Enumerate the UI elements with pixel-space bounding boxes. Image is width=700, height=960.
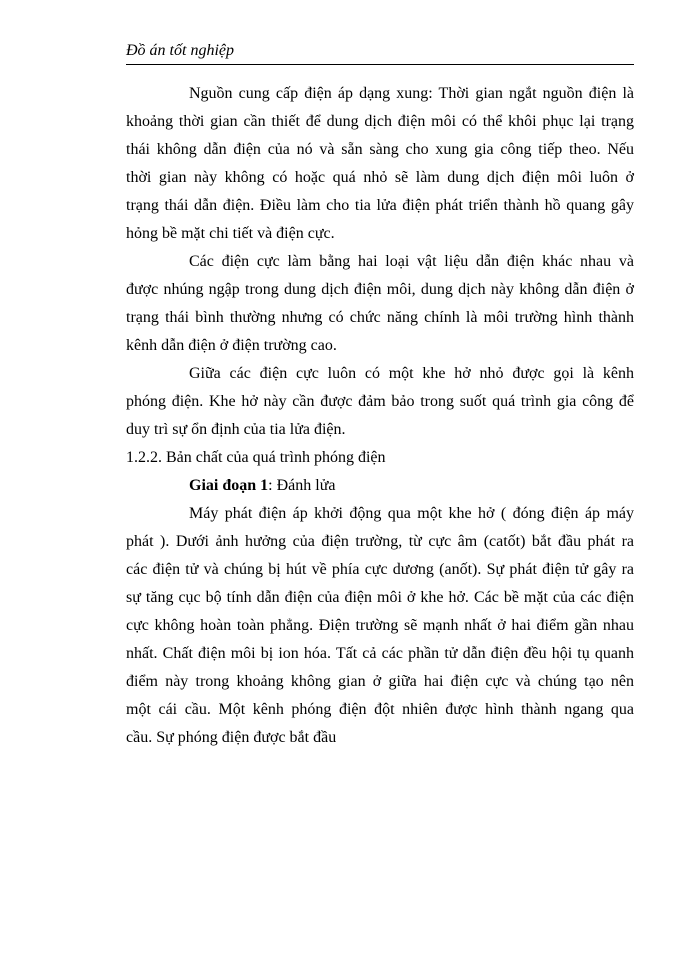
paragraph-line: trạng thái dẫn điện. Điều làm cho tia lửa điện phát triển thành hồ quang gây <box>126 197 634 214</box>
stage-label: Giai đoạn 1 <box>189 477 269 494</box>
paragraph-line: Giữa các điện cực luôn có một khe hở nhỏ được gọi là kênh <box>189 365 634 382</box>
paragraph-line: trạng thái bình thường nhưng có chức năng chính là môi trường hình thành <box>126 309 634 326</box>
section-heading: 1.2.2. Bản chất của quá trình phóng điện <box>126 449 386 466</box>
stage-heading <box>126 472 634 500</box>
paragraph-gap <box>126 360 634 444</box>
paragraph-line: phát ). Dưới ảnh hưởng của điện trường, từ cực âm (catốt) bắt đầu phát ra <box>126 533 634 550</box>
stage-title: : Đánh lửa <box>268 477 336 494</box>
paragraph-power-supply <box>126 80 634 248</box>
paragraph-line: cầu. Sự phóng điện được bắt đầu <box>126 729 337 746</box>
paragraph-line: Các điện cực làm bằng hai loại vật liệu dẫn điện khác nhau và <box>189 253 634 270</box>
paragraph-line: kênh dẫn điện ở điện trường cao. <box>126 337 337 354</box>
paragraph-line: cực không hoàn toàn phẳng. Điện trường sẽ mạnh nhất ở hai điểm gần nhau <box>126 617 634 634</box>
paragraph-line: khoảng thời gian cần thiết để dung dịch điện môi có thể khôi phục lại trạng <box>126 113 634 130</box>
paragraph-line: duy trì sự ổn định của tia lửa điện. <box>126 421 346 438</box>
paragraph-line: thời gian này không có hoặc quá nhỏ sẽ làm dung dịch điện môi luôn ở <box>126 169 634 186</box>
paragraph-line: điểm này trong khoảng không gian ở giữa hai điện cực và chúng tạo nên <box>126 673 634 690</box>
paragraph-line: các điện tử và chúng bị hút về phía cực dương (anốt). Sự phát điện tử gây ra <box>126 561 634 578</box>
document-body <box>126 80 634 752</box>
paragraph-electrodes <box>126 248 634 360</box>
paragraph-line: Nguồn cung cấp điện áp dạng xung: Thời gian ngắt nguồn điện là <box>189 85 634 102</box>
paragraph-line: một cái cầu. Một kênh phóng điện đột nhiên được hình thành ngang qua <box>126 701 634 718</box>
paragraph-line: sự tăng cục bộ tính dẫn điện của điện môi ở khe hở. Các bề mặt của các điện <box>126 589 634 606</box>
paragraph-line: hỏng bề mặt chi tiết và điện cực. <box>126 225 335 242</box>
paragraph-ignition <box>126 500 634 752</box>
page-header <box>126 40 634 65</box>
paragraph-line: nhất. Chất điện môi bị ion hóa. Tất cả các phần tử dẫn điện đều hội tụ quanh <box>126 645 634 662</box>
paragraph-line: phóng điện. Khe hở này cần được đảm bảo trong suốt quá trình gia công để <box>126 393 634 410</box>
header-title: Đồ án tốt nghiệp <box>126 42 234 59</box>
paragraph-line: thái không dẫn điện của nó và sẵn sàng cho xung gia công tiếp theo. Nếu <box>126 141 634 158</box>
paragraph-line: được nhúng ngập trong dung dịch điện môi, dung dịch này không dẫn điện ở <box>126 281 634 298</box>
paragraph-line: Máy phát điện áp khởi động qua một khe hở ( đóng điện áp máy <box>189 505 634 522</box>
